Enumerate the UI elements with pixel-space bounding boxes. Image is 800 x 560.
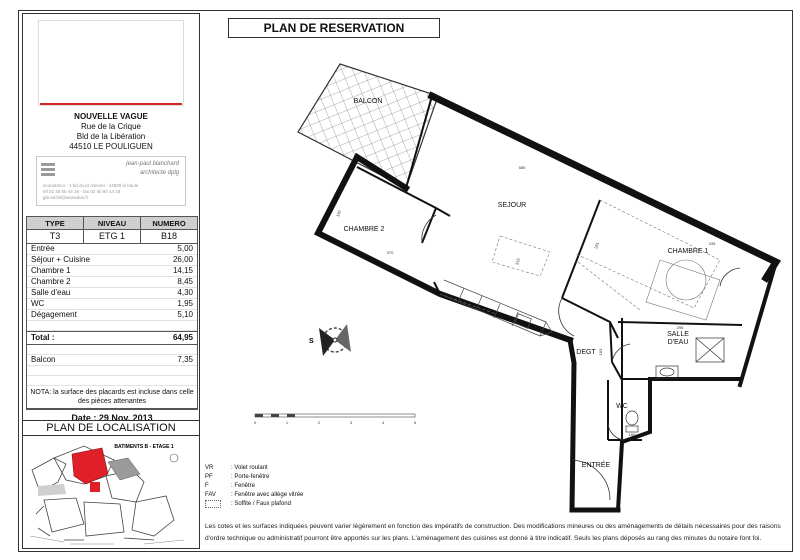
legend (205, 464, 303, 510)
room-area: 4,30 (177, 288, 193, 297)
blank-row (27, 366, 197, 376)
room-area: 5,10 (177, 310, 193, 319)
logo-frame (38, 20, 184, 106)
disclaimer: Les cotes et les surfaces indiquées peuvent varier légèrement en fonction des impératifs de construction. Des modifications mineures ou des aménagements de détails nécessaires pour des raisons d'ordre technique ou administratif pourront être apportés sur les plans. L'aménagement des cuisines est donné à titre indicatif. Seuls les plans déposés au rang des minutes du notaire font foi. (205, 523, 781, 542)
legend-item (205, 491, 303, 500)
address-line-1: Rue de la Crique (80, 122, 142, 131)
legend-text: : Soffite / Faux plafond (231, 501, 291, 507)
table-row (27, 288, 197, 299)
dim-wc-width: 165 (628, 432, 636, 437)
apartment-location-highlight (72, 448, 108, 484)
dim-degt-height: 183 (598, 348, 603, 356)
legend-item (205, 500, 303, 510)
surface-note: NOTA: la surface des placards est incluse dans celle des pièces attenantes (27, 386, 197, 409)
room-area: 14,15 (172, 266, 193, 275)
room-label-salle-1: SALLE (667, 331, 689, 338)
room-label: Entrée (31, 244, 55, 253)
legend-text: : Porte-fenêtre (231, 474, 270, 480)
address-line-2: Bld de la Libération (76, 132, 146, 141)
floor-plan (200, 40, 790, 520)
balcony-row (27, 355, 197, 366)
table-row (27, 299, 197, 310)
table-row (27, 277, 197, 288)
legend-text: : Fenêtre (231, 483, 256, 489)
room-list (26, 244, 198, 410)
legend-abbr: F (205, 483, 209, 489)
architect-contact-line-3: jpb.archit@wanadoo.fr (43, 195, 89, 200)
project-address (28, 112, 194, 152)
plan-date: Date : 29 Nov. 2013 (71, 413, 153, 423)
dim-chambre2-height: 192 (335, 209, 343, 218)
location-plan-title: PLAN DE LOCALISATION (22, 420, 200, 436)
scale-tick-label: 4 (381, 420, 385, 425)
soffit-swatch-icon (205, 500, 227, 510)
address-line-3: 44510 LE POULIGUEN (69, 142, 153, 151)
room-label-balcon: BALCON (353, 98, 383, 105)
legend-item (205, 464, 303, 473)
room-area: 26,00 (172, 255, 193, 264)
architect-contact (43, 183, 181, 201)
apartment-stair-highlight (90, 482, 100, 492)
scale-tick-label: 3 (349, 420, 353, 425)
room-label-entree: ENTRÉE (581, 462, 611, 469)
page-title: PLAN DE RESERVATION (228, 18, 440, 38)
building-label: BATIMENTS B - ETAGE 1 (114, 444, 174, 450)
architect-card (36, 156, 186, 206)
dim-chambre2-width: 370 (386, 250, 394, 255)
room-label-chambre1: CHAMBRE 1 (667, 248, 709, 255)
room-area: 5,00 (177, 244, 193, 253)
architect-title: architecte dplg (139, 170, 179, 176)
architect-contact-line-2: tél 02 40 60 44 16 - fax 02 40 60 44 16 (43, 189, 121, 194)
location-map (24, 440, 196, 547)
dim-sejour-width: 585 (518, 165, 526, 170)
room-area: 1,95 (177, 299, 193, 308)
balcony-label: Balcon (31, 355, 56, 364)
dim-sejour-height: 315 (514, 257, 521, 266)
logo-underline (40, 103, 182, 105)
table-row (27, 310, 197, 321)
legend-item (205, 473, 303, 482)
room-label: Dégagement (31, 310, 77, 319)
value-type: T3 (27, 230, 84, 243)
header-niveau: NIVEAU (84, 217, 141, 229)
table-header-values (26, 230, 198, 244)
legend-text: : Volet roulant (231, 465, 268, 471)
dim-chambre1-height: 261 (593, 241, 601, 250)
compass-letter: S (309, 338, 314, 345)
scale-bar (254, 414, 417, 425)
value-numero: B18 (160, 231, 177, 241)
compass-icon (309, 324, 351, 356)
room-label: Chambre 1 (31, 266, 71, 275)
architect-logo-icon (41, 163, 55, 181)
room-label: Chambre 2 (31, 277, 71, 286)
architect-name: jean-paul blanchard (126, 161, 179, 167)
table-row (27, 244, 197, 255)
room-label-salle-2: D'EAU (667, 339, 689, 346)
legend-item (205, 482, 303, 491)
scale-tick-label: 2 (317, 420, 321, 425)
table-row (27, 255, 197, 266)
table-header (26, 216, 198, 230)
total-row (27, 331, 197, 345)
room-label: Séjour + Cuisine (31, 255, 90, 264)
balcony-value: 7,35 (177, 355, 193, 364)
surface-table (26, 216, 198, 424)
legend-text: : Fenêtre avec allège vitrée (231, 492, 304, 498)
scale-tick-label: 1 (285, 420, 289, 425)
table-row (27, 266, 197, 277)
blank-row (27, 321, 197, 331)
scale-tick-label: 5 (413, 420, 417, 425)
architect-contact-line-1: econobrico - 1 bd du pt chevrel - 44500 la baule (43, 183, 139, 188)
balcony-area (298, 64, 438, 188)
legend-abbr: PF (205, 474, 213, 480)
room-label-wc: WC (616, 403, 628, 410)
total-label: Total : (31, 333, 55, 342)
total-value: 64,95 (172, 333, 193, 342)
header-type: TYPE (27, 217, 84, 229)
scale-tick-label: 0 (253, 420, 257, 425)
blank-row (27, 345, 197, 355)
developer-logo (28, 16, 194, 108)
blank-row (27, 376, 197, 386)
legend-abbr: VR (205, 465, 214, 471)
room-label-chambre2: CHAMBRE 2 (343, 226, 385, 233)
room-label-sejour: SEJOUR (497, 202, 527, 209)
location-compass-icon (170, 454, 178, 462)
legend-abbr: FAV (205, 492, 216, 498)
room-label: WC (31, 299, 45, 308)
header-numero: NUMERO (152, 219, 186, 228)
room-label-degt: DEGT (576, 349, 596, 356)
dim-chambre1-width: 335 (708, 241, 716, 246)
project-name: NOUVELLE VAGUE (74, 112, 148, 121)
dim-salle-width: 296 (676, 325, 684, 330)
value-niveau: ETG 1 (84, 230, 141, 243)
room-area: 8,45 (177, 277, 193, 286)
room-label: Salle d'eau (31, 288, 71, 297)
